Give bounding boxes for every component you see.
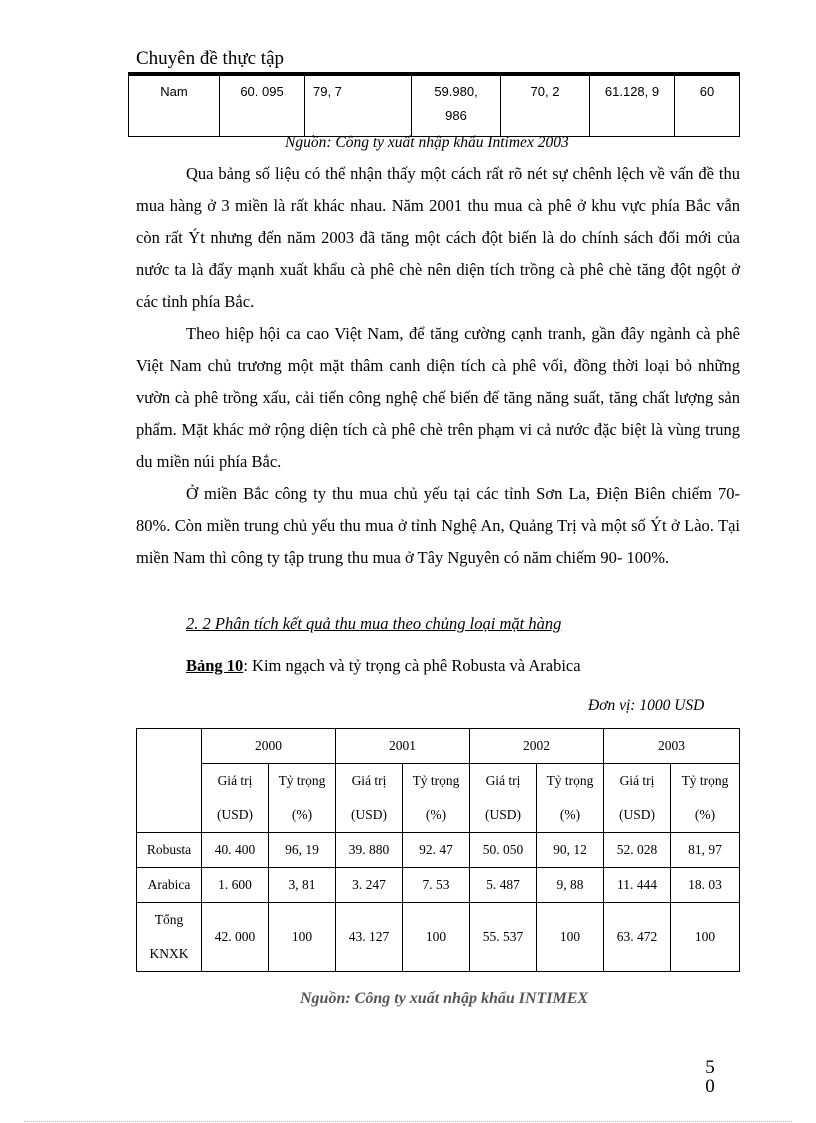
subheader-cell: Tỷ trọng (%) [403,764,470,833]
table-cell: 3. 247 [336,868,403,903]
table-cell: 92. 47 [403,833,470,868]
page-number: 5 0 [705,1057,715,1097]
table-cell: 100 [537,903,604,972]
subheader-cell: Giá trị (USD) [202,764,269,833]
year-header: 2003 [604,729,740,764]
table-row [137,868,740,903]
table-cell: 5. 487 [470,868,537,903]
footer-rule [24,1121,792,1122]
table-cell: 100 [269,903,336,972]
table-row [129,76,740,137]
table-cell: 90, 12 [537,833,604,868]
table-source-note: Nguồn: Công ty xuất nhập khẩu INTIMEX [300,990,589,1007]
table-cell: 40. 400 [202,833,269,868]
table-header-row [137,729,740,764]
table-cell: 18. 03 [671,868,740,903]
subheader-cell: Tỷ trọng (%) [537,764,604,833]
table-row [137,833,740,868]
table-subheader-row [137,764,740,833]
subheader-cell: Giá trị (USD) [336,764,403,833]
table-cell: 63. 472 [604,903,671,972]
table-source-note: Nguồn: Công ty xuất nhập khẩu Intimex 2003 [285,134,569,151]
table-cell: 100 [403,903,470,972]
table-cell: 7. 53 [403,868,470,903]
unit-note: Đơn vị: 1000 USD [588,697,705,714]
table-cell: 79, 7 [305,76,412,137]
row-label: Arabica [137,868,202,903]
subheader-cell: Giá trị (USD) [604,764,671,833]
table-cell: 55. 537 [470,903,537,972]
subheader-cell: Tỷ trọng (%) [269,764,336,833]
year-header: 2002 [470,729,604,764]
paragraph: Theo hiệp hội ca cao Việt Nam, để tăng cường cạnh tranh, gần đây ngành cà phê Việt Nam chủ trương một mặt thâm canh diện tích cà phê vối, đồng thời loại bỏ những vườn cà phê trồng xấu, cải tiến công nghệ chế biến để tăng năng suất, tăng chất lượng sản phẩm. Mặt khác mở rộng diện tích cà phê chè trên phạm vi cả nước đặc biệt là vùng trung du miền núi phía Bắc. [136,324,740,471]
row-label: Robusta [137,833,202,868]
table-caption [186,656,581,676]
table-cell: 3, 81 [269,868,336,903]
table-cell: 60. 095 [220,76,305,137]
table-cell: 43. 127 [336,903,403,972]
table-caption-text: : Kim ngạch và tỷ trọng cà phê Robusta và Arabica [243,656,581,675]
table-cell: 1. 600 [202,868,269,903]
subheader-cell: Tỷ trọng (%) [671,764,740,833]
table-cell: 11. 444 [604,868,671,903]
table-row [137,903,740,972]
page-header-title: Chuyên đề thực tập [136,48,285,69]
table-cell: 70, 2 [501,76,590,137]
table-cell: 50. 050 [470,833,537,868]
year-header: 2000 [202,729,336,764]
paragraph: Ở miền Bắc công ty thu mua chủ yếu tại các tỉnh Sơn La, Điện Biên chiếm 70- 80%. Còn miền trung chủ yếu thu mua ở tỉnh Nghệ An, Quảng Trị và một số Ýt ở Lào. Tại miền Nam thì công ty tập trung thu mua ở Tây Nguyên có năm chiếm 90- 100%. [136,484,740,567]
export-value-table [136,728,740,972]
table-cell: 59.980, 986 [412,76,501,137]
table-cell: 52. 028 [604,833,671,868]
table-cell: 60 [675,76,740,137]
table-caption-label: Bảng 10 [186,656,244,675]
table-cell: 61.128, 9 [590,76,675,137]
table-cell: 100 [671,903,740,972]
table-cell: 42. 000 [202,903,269,972]
table-corner-cell [137,729,202,833]
year-header: 2001 [336,729,470,764]
table-cell: 81, 97 [671,833,740,868]
subheader-cell: Giá trị (USD) [470,764,537,833]
top-table-fragment [128,75,740,137]
table-cell: 9, 88 [537,868,604,903]
paragraph: Qua bảng số liệu có thể nhận thấy một cách rất rõ nét sự chênh lệch về vấn đề thu mua hàng ở 3 miền là rất khác nhau. Năm 2001 thu mua cà phê ở khu vực phía Bắc vẫn còn rất Ýt nhưng đến năm 2003 đã tăng một cách đột biến là do chính sách đổi mới của nước ta là đẩy mạnh xuất khẩu cà phê chè nên diện tích trồng cà phê chè tăng đột ngột ở các tỉnh phía Bắc. [136,164,740,311]
table-cell: 39. 880 [336,833,403,868]
section-heading: 2. 2 Phân tích kết quả thu mua theo chủng loại mặt hàng [186,614,562,633]
row-label: Tổng KNXK [137,903,202,972]
table-cell: 96, 19 [269,833,336,868]
table-cell: Nam [129,76,220,137]
